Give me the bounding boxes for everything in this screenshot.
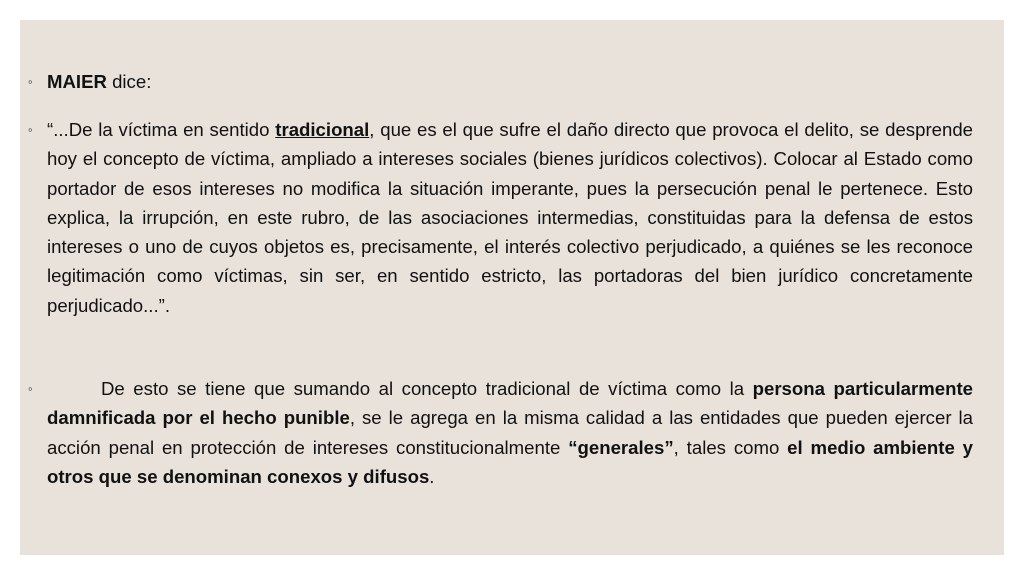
paragraph-conclusion (47, 374, 973, 491)
paragraph-quote (47, 115, 973, 320)
bullet-marker: ◦ (28, 381, 33, 396)
paragraph-text: , se le agrega en la misma calidad a las entidades que pueden ejercer la acción penal en protección de intereses constitucionalmente (47, 407, 973, 458)
paragraph-text: “...De la víctima en sentido (47, 119, 276, 140)
paragraph-text: , que es el que sufre el daño directo que provoca el delito, se desprende hoy el concepto de víctima, ampliado a intereses sociales (bienes jurídicos colectivos). Colocar al Estado como portador de esos intereses no modifica la situación imperante, pues la persecución penal le pertenece. Esto explica, la irrupción, en este rubro, de las asociaciones intermedias, constituidas para la defensa de estos intereses o uno de cuyos objetos es, precisamente, el interés colectivo perjudicado, a quiénes se les reconoce legitimación como víctimas, sin ser, en sentido estricto, las portadoras del bien jurídico concretamente perjudicado...”. (47, 119, 973, 316)
paragraph-text: . (429, 465, 435, 487)
slide (20, 20, 1004, 555)
paragraph-text: dice: (106, 71, 152, 92)
emphasis-persona: persona particularmente damnificada por el hecho punible (47, 378, 973, 429)
emphasis-tradicional: tradicional (275, 119, 370, 140)
emphasis-generales: “generales” (568, 436, 674, 458)
bullet-marker: ◦ (28, 74, 33, 89)
author-name: MAIER (47, 71, 107, 92)
paragraph-text: De esto se tiene que sumando al concepto tradicional de víctima como la (101, 378, 753, 399)
emphasis-medio-ambiente: el medio ambiente y otros que se denominan conexos y difusos (47, 436, 973, 487)
bullet-marker: ◦ (28, 122, 33, 137)
paragraph-text: , tales como (673, 436, 788, 458)
paragraph-maier (47, 67, 973, 96)
